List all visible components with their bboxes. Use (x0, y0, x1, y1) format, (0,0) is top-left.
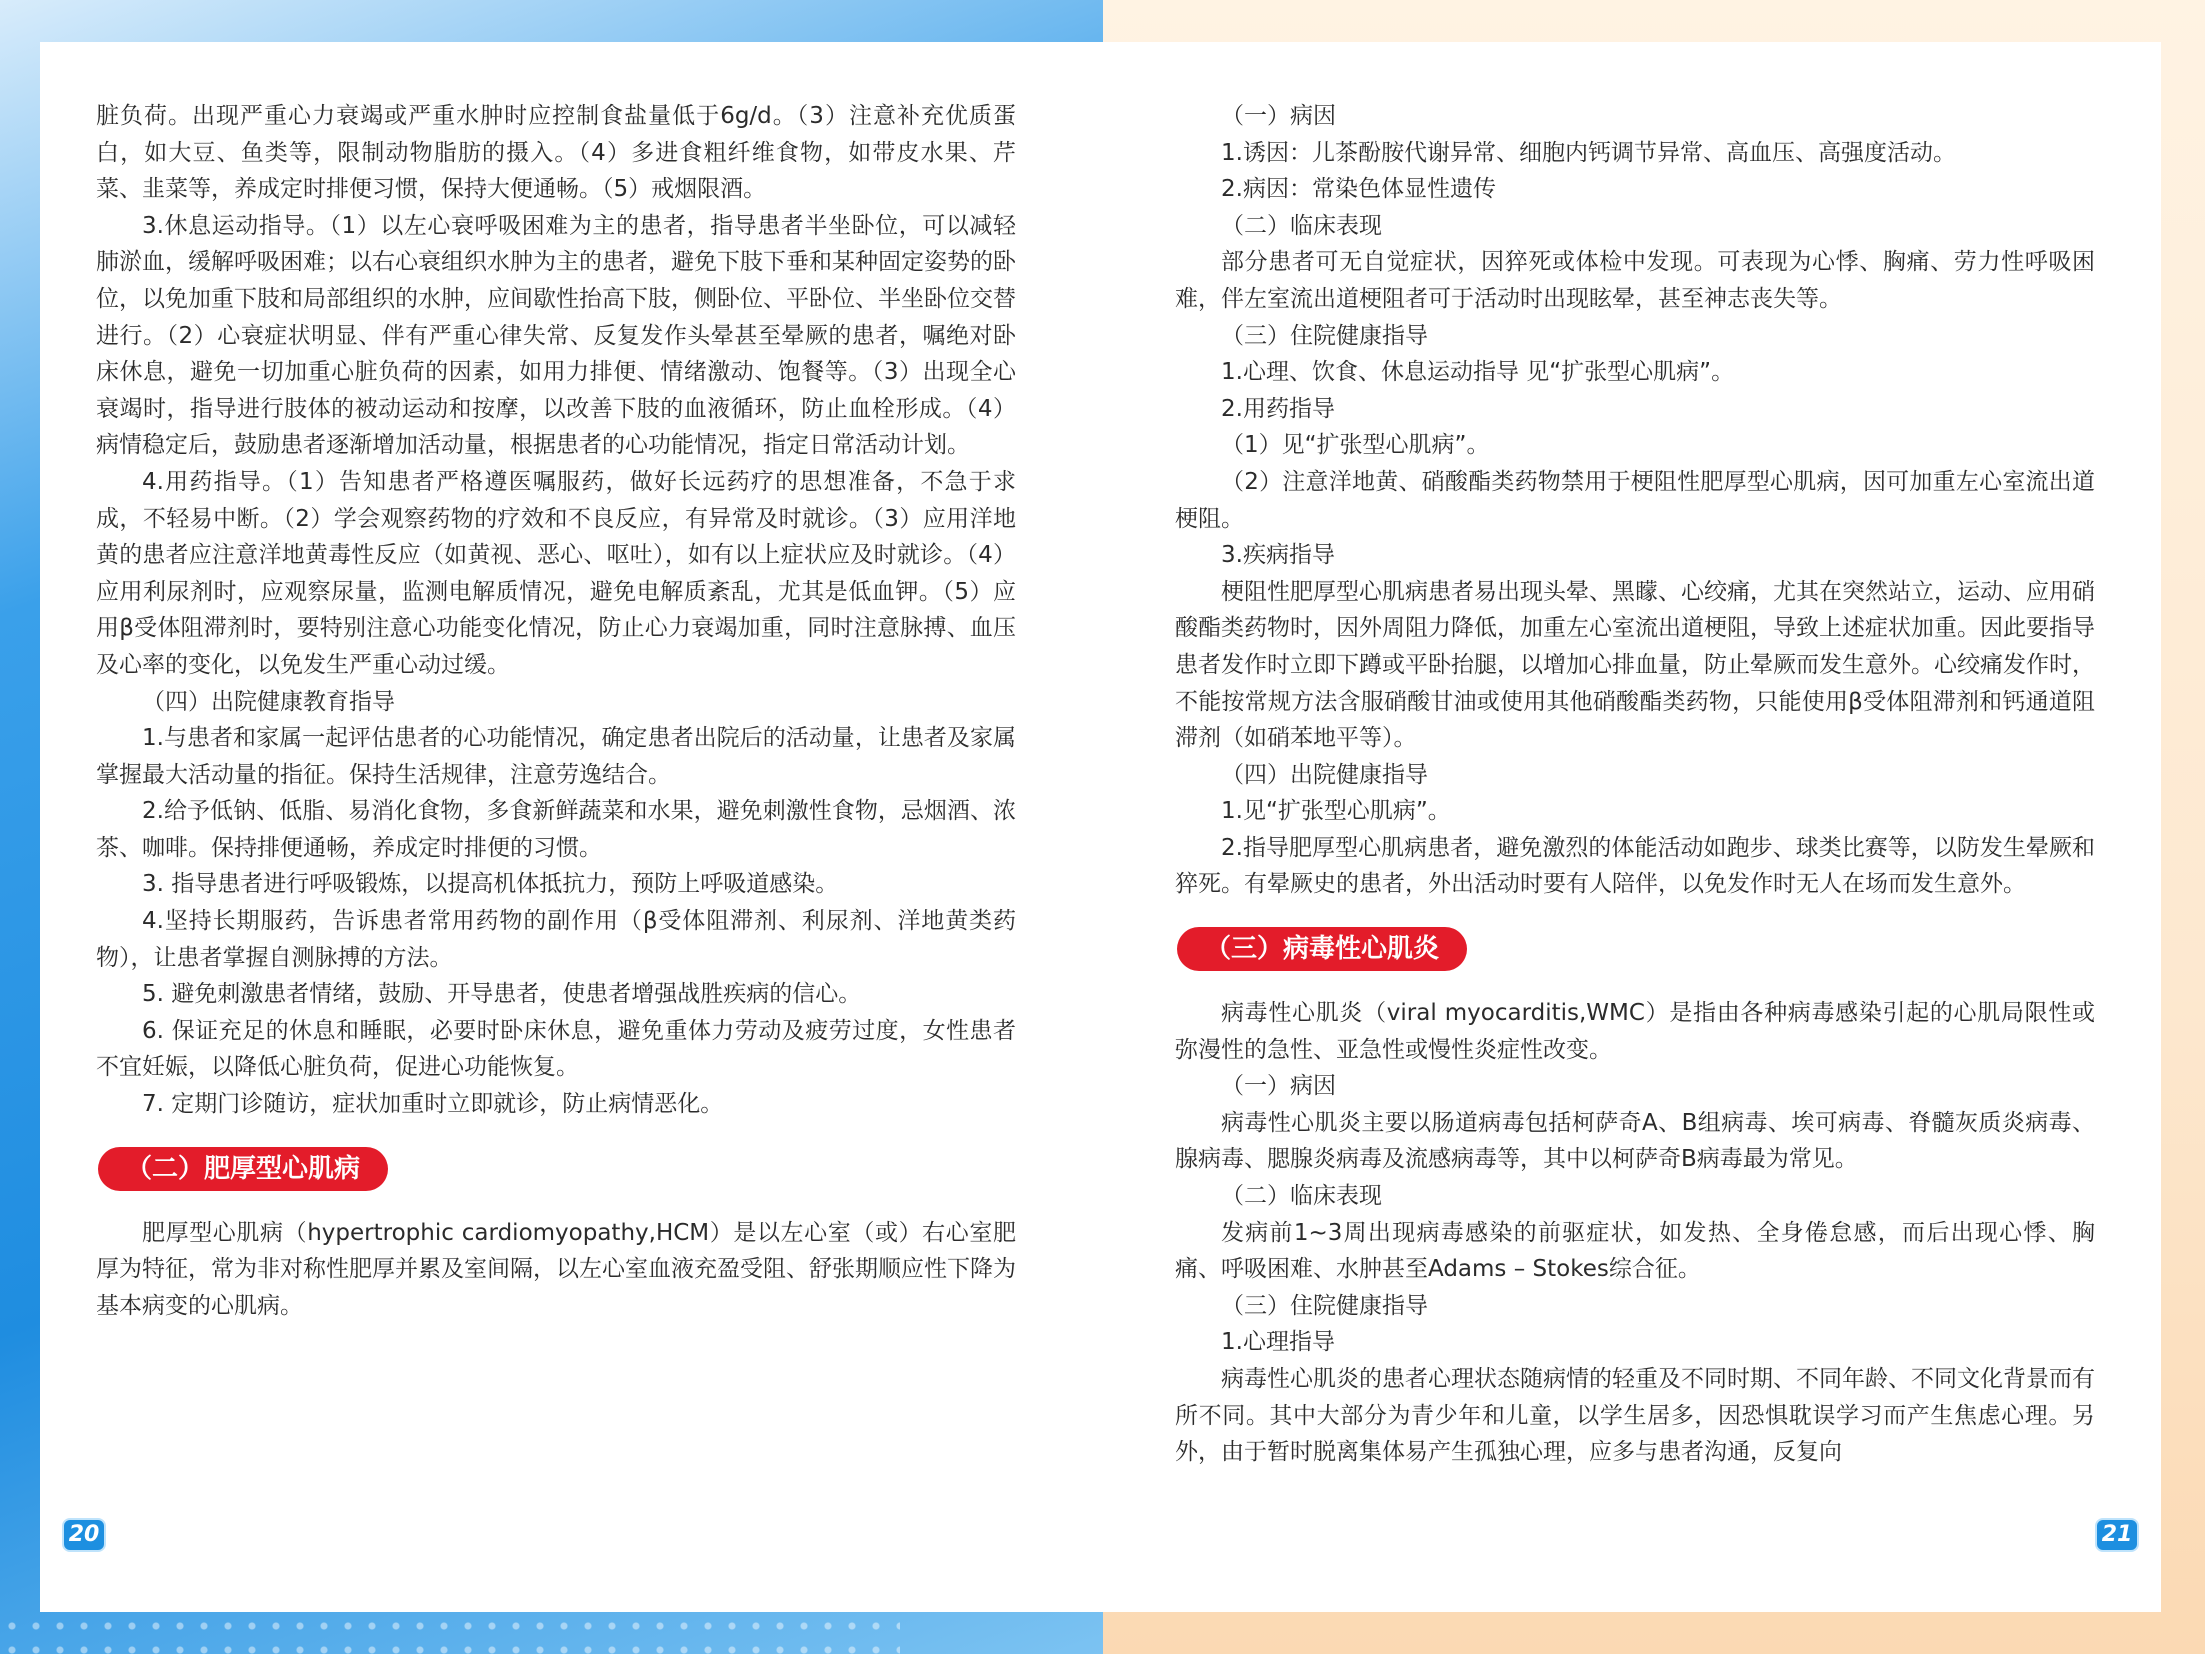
paragraph: 部分患者可无自觉症状，因猝死或体检中发现。可表现为心悸、胸痛、劳力性呼吸困难，伴左室流出道梗阻者可于活动时出现眩晕，甚至神志丧失等。 (1175, 249, 2095, 312)
paragraph: 1.与患者和家属一起评估患者的心功能情况，确定患者出院后的活动量，让患者及家属掌握最大活动量的指征。保持生活规律，注意劳逸结合。 (96, 725, 1016, 788)
paragraph: 6. 保证充足的休息和睡眠，必要时卧床休息，避免重体力劳动及疲劳过度，女性患者不宜妊娠，以降低心脏负荷，促进心功能恢复。 (96, 1017, 1016, 1081)
right-text-block-a (1175, 98, 2095, 903)
left-page (40, 42, 1103, 1612)
paragraph: 病毒性心肌炎主要以肠道病毒包括柯萨奇A、B组病毒、埃可病毒、脊髓灰质炎病毒、腺病毒、腮腺炎病毒及流感病毒等，其中以柯萨奇B病毒最为常见。 (1175, 1109, 2095, 1173)
left-text-block-a (96, 98, 1016, 1123)
section-heading-wrap (1175, 927, 2095, 971)
paragraph: 2.用药指导 (1221, 395, 1335, 422)
paragraph: 2.病因：常染色体显性遗传 (1221, 176, 1496, 203)
left-text-block-b (96, 1215, 1016, 1325)
paragraph: （三）住院健康指导 (1221, 322, 1428, 349)
paragraph: 1.心理、饮食、休息运动指导 见“扩张型心肌病”。 (1221, 359, 1735, 386)
section-heading-wrap (96, 1147, 1016, 1191)
paragraph: （一）病因 (1221, 1073, 1336, 1100)
paragraph: （四）出院健康指导 (1221, 761, 1428, 788)
paragraph: （1）见“扩张型心肌病”。 (1221, 432, 1490, 459)
paragraph: 梗阻性肥厚型心肌病患者易出现头晕、黑矇、心绞痛，尤其在突然站立，运动、应用硝酸酯类药物时，因外周阻力降低，加重左心室流出道梗阻，导致上述症状加重。因此要指导患者发作时立即下蹲或平卧抬腿，以增加心排血量，防止晕厥而发生意外。心绞痛发作时，不能按常规方法含服硝酸甘油或使用其他硝酸酯类药物，只能使用β受体阻滞剂和钙通道阻滞剂（如硝苯地平等）。 (1175, 578, 2095, 752)
paragraph: （二）临床表现 (1221, 212, 1382, 239)
paragraph: 2.指导肥厚型心肌病患者，避免激烈的体能活动如跑步、球类比赛等，以防发生晕厥和猝死。有晕厥史的患者，外出活动时要有人陪伴，以免发作时无人在场而发生意外。 (1175, 834, 2095, 898)
paragraph: 5. 避免刺激患者情绪，鼓励、开导患者，使患者增强战胜疾病的信心。 (142, 981, 862, 1008)
paragraph: 3.休息运动指导。（1）以左心衰呼吸困难为主的患者，指导患者半坐卧位，可以减轻肺淤血，缓解呼吸困难；以右心衰组织水肿为主的患者，避免下肢下垂和某种固定姿势的卧位，以免加重下肢和局部组织的水肿，应间歇性抬高下肢，侧卧位、平卧位、半坐卧位交替进行。（2）心衰症状明显、伴有严重心律失常、反复发作头晕甚至晕厥的患者，嘱绝对卧床休息，避免一切加重心脏负荷的因素，如用力排便、情绪激动、饱餐等。（3）出现全心衰竭时，指导进行肢体的被动运动和按摩，以改善下肢的血液循环，防止血栓形成。（4）病情稳定后，鼓励患者逐渐增加活动量，根据患者的心功能情况，指定日常活动计划。 (96, 212, 1016, 459)
paragraph: （三）住院健康指导 (1221, 1292, 1428, 1319)
decorative-dots (0, 1614, 900, 1654)
paragraph: 1.见“扩张型心肌病”。 (1221, 798, 1451, 825)
right-page (1103, 42, 2161, 1612)
right-text-block-b (1175, 995, 2095, 1471)
paragraph: 4.用药指导。（1）告知患者严格遵医嘱服药，做好长远药疗的思想准备，不急于求成，不轻易中断。（2）学会观察药物的疗效和不良反应，有异常及时就诊。（3）应用洋地黄的患者应注意洋地黄毒性反应（如黄视、恶心、呕吐），如有以上症状应及时就诊。（4）应用利尿剂时，应观察尿量，监测电解质情况，避免电解质紊乱，尤其是低血钾。（5）应用β受体阻滞剂时，要特别注意心功能变化情况，防止心力衰竭加重，同时注意脉搏、血压及心率的变化，以免发生严重心动过缓。 (96, 468, 1016, 678)
page-number-left: 20 (62, 1518, 106, 1552)
paragraph: 3. 指导患者进行呼吸锻炼，以提高机体抵抗力，预防上呼吸道感染。 (142, 871, 839, 898)
left-column (96, 98, 1016, 1324)
section-heading-hcm: （二）肥厚型心肌病 (98, 1147, 388, 1191)
paragraph: 肥厚型心肌病（hypertrophic cardiomyopathy,HCM）是以左心室（或）右心室肥厚为特征，常为非对称性肥厚并累及室间隔，以左心室血液充盈受阻、舒张期顺应性下降为基本病变的心肌病。 (96, 1219, 1016, 1319)
page-number-right: 21 (2095, 1518, 2139, 1552)
paragraph: 4.坚持长期服药，告诉患者常用药物的副作用（β受体阻滞剂、利尿剂、洋地黄类药物），让患者掌握自测脉搏的方法。 (96, 908, 1016, 971)
paragraph: 病毒性心肌炎的患者心理状态随病情的轻重及不同时期、不同年龄、不同文化背景而有所不同。其中大部分为青少年和儿童，以学生居多，因恐惧耽误学习而产生焦虑心理。另外，由于暂时脱离集体易产生孤独心理，应多与患者沟通，反复向 (1175, 1366, 2095, 1466)
paragraph: 3.疾病指导 (1221, 542, 1335, 569)
paragraph: （四）出院健康教育指导 (142, 688, 395, 715)
paragraph: 2.给予低钠、低脂、易消化食物，多食新鲜蔬菜和水果，避免刺激性食物，忌烟酒、浓茶、咖啡。保持排便通畅，养成定时排便的习惯。 (96, 798, 1016, 861)
paragraph: 病毒性心肌炎（viral myocarditis,WMC）是指由各种病毒感染引起的心肌局限性或弥漫性的急性、亚急性或慢性炎症性改变。 (1175, 1000, 2095, 1063)
paragraph: （二）临床表现 (1221, 1183, 1382, 1210)
paragraph: 脏负荷。出现严重心力衰竭或严重水肿时应控制食盐量低于6g/d。（3）注意补充优质蛋白，如大豆、鱼类等，限制动物脂肪的摄入。（4）多进食粗纤维食物，如带皮水果、芹菜、韭菜等，养成定时排便习惯，保持大便通畅。（5）戒烟限酒。 (96, 103, 1016, 203)
right-column (1175, 98, 2095, 1471)
section-heading-viral-myocarditis: （三）病毒性心肌炎 (1177, 927, 1467, 971)
paragraph: （2）注意洋地黄、硝酸酯类药物禁用于梗阻性肥厚型心肌病，因可加重左心室流出道梗阻。 (1175, 468, 2095, 532)
paragraph: 7. 定期门诊随访，症状加重时立即就诊，防止病情恶化。 (142, 1091, 724, 1118)
paragraph: 发病前1~3周出现病毒感染的前驱症状，如发热、全身倦怠感，而后出现心悸、胸痛、呼吸困难、水肿甚至Adams – Stokes综合征。 (1175, 1219, 2095, 1283)
paragraph: 1.心理指导 (1221, 1329, 1335, 1356)
paragraph: （一）病因 (1221, 103, 1336, 129)
paragraph: 1.诱因：儿茶酚胺代谢异常、细胞内钙调节异常、高血压、高强度活动。 (1221, 139, 1956, 166)
